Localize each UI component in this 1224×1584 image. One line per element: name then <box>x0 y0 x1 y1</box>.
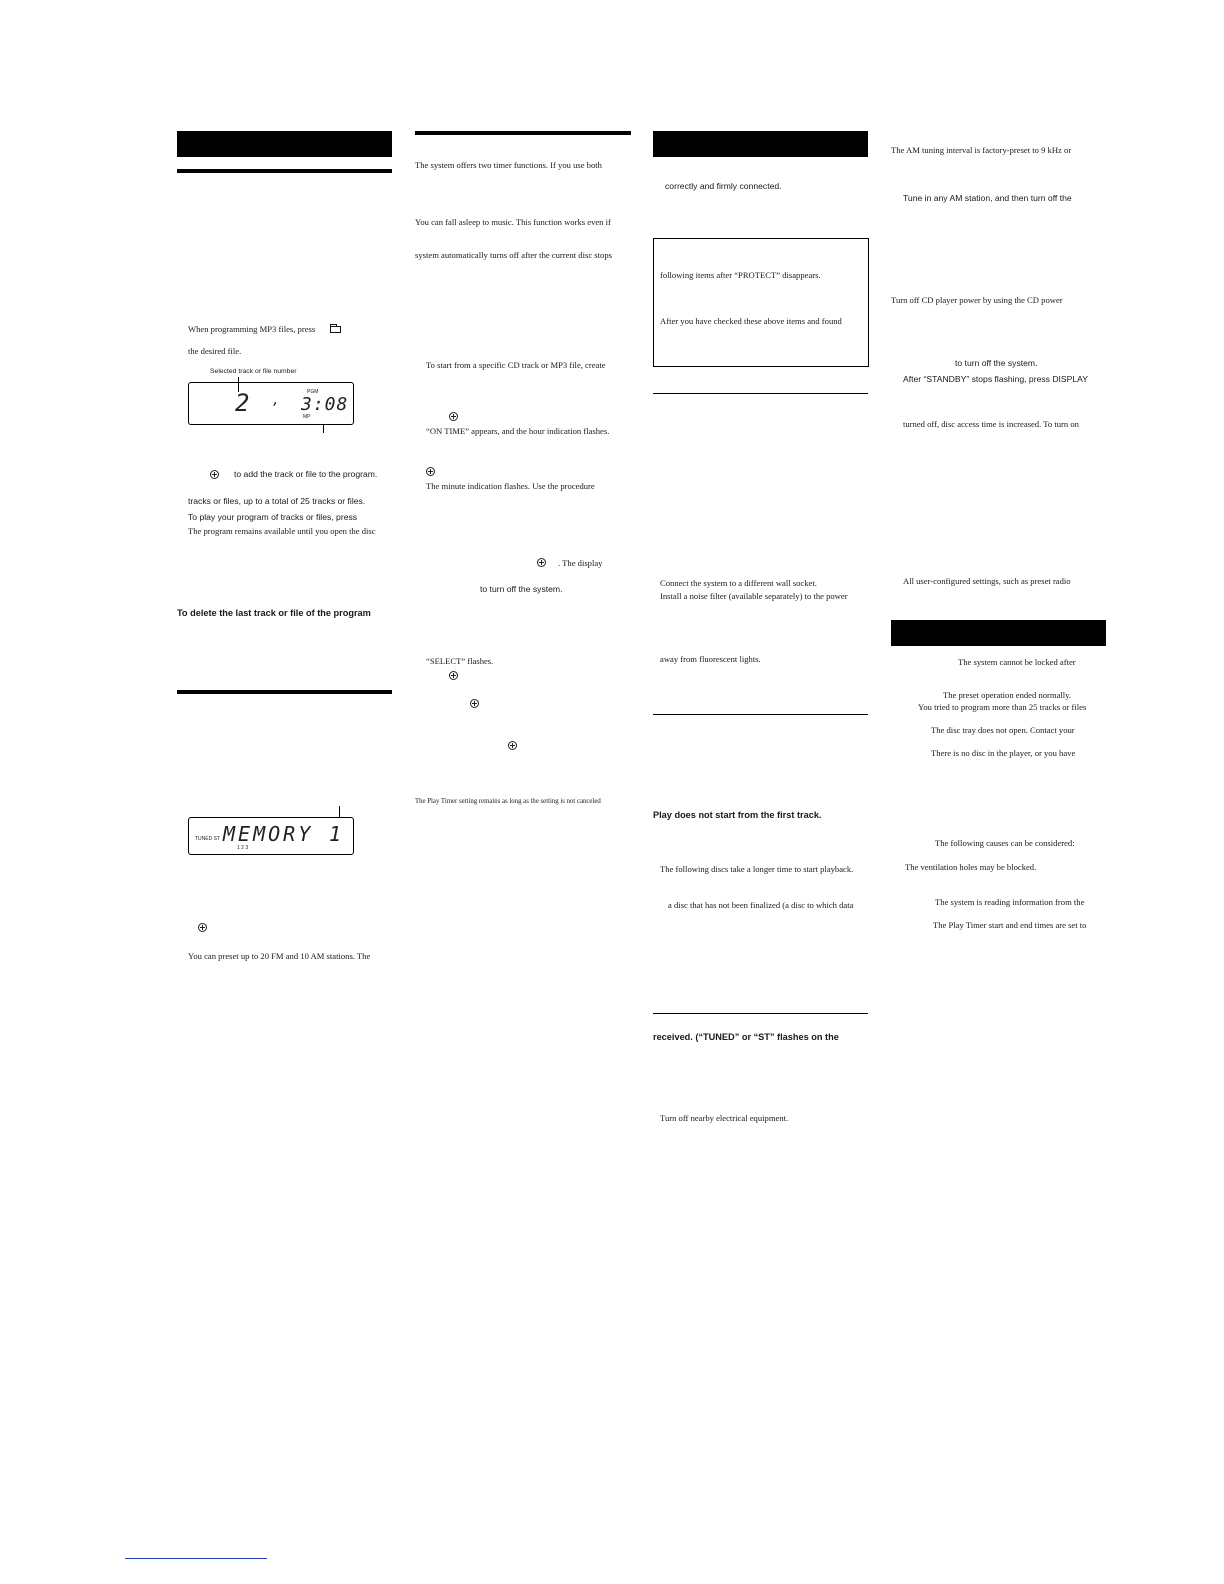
section-header-bar <box>177 131 392 157</box>
section-rule-col3-c <box>653 1013 868 1014</box>
causes: The following causes can be considered: <box>935 838 1075 848</box>
turn-off-sys-col4: to turn off the system. <box>955 358 1038 368</box>
desired-file: the desired file. <box>188 346 242 356</box>
lcd-display-program <box>188 382 354 425</box>
enter-icon-6 <box>449 671 458 680</box>
preset-ended: The preset operation ended normally. <box>943 690 1072 700</box>
section-rule <box>177 169 392 173</box>
reading-info: The system is reading information from the <box>935 897 1085 907</box>
enter-icon-2 <box>198 923 207 932</box>
protect-box <box>653 238 869 367</box>
enter-icon-5 <box>537 558 546 567</box>
figure-label: Selected track or file number <box>210 368 297 375</box>
different-socket: Connect the system to a different wall socket. <box>660 578 817 588</box>
lcd-mp: MP <box>303 414 311 420</box>
play-timer-note: The Play Timer setting remains as long as the setting is not canceled <box>415 798 601 805</box>
timer-intro: The system offers two timer functions. If you use both <box>415 160 602 170</box>
received-heading: received. (“TUNED” or “ST” flashes on the <box>653 1032 839 1042</box>
add-track: to add the track or file to the program. <box>234 469 378 479</box>
enter-icon-8 <box>508 741 517 750</box>
section-header-bar-col3 <box>653 131 868 157</box>
section-rule-col3-a <box>653 393 868 394</box>
on-time: “ON TIME” appears, and the hour indication flashes. <box>426 426 610 436</box>
lcd-tuned-st: TUNED ST <box>195 836 220 842</box>
more-than-25: You tried to program more than 25 tracks or files <box>918 702 1087 712</box>
play-timer-times: The Play Timer start and end times are set to <box>933 920 1087 930</box>
checked-items: After you have checked these above items and found <box>660 316 842 326</box>
cd-power: Turn off CD player power by using the CD power <box>891 295 1063 305</box>
folder-icon <box>330 326 341 333</box>
program-remains: The program remains available until you open the disc <box>188 526 376 536</box>
firmly-connected: correctly and firmly connected. <box>665 181 782 191</box>
up-to-25: tracks or files, up to a total of 25 tracks or files. <box>188 496 366 506</box>
lcd-comma: , <box>272 393 283 408</box>
longer-playback: The following discs take a longer time to start playback. <box>660 864 854 874</box>
section-rule-col2 <box>415 131 631 135</box>
ventilation: The ventilation holes may be blocked. <box>905 862 1037 872</box>
am-interval: The AM tuning interval is factory-preset to 9 kHz or <box>891 145 1072 155</box>
preset-note: You can preset up to 20 FM and 10 AM stations. The <box>188 951 371 961</box>
standby-display: After “STANDBY” stops flashing, press DISPLAY <box>903 374 1088 384</box>
enter-icon-3 <box>449 412 458 421</box>
tune-am: Tune in any AM station, and then turn off the <box>903 193 1072 203</box>
figure-leader-bottom <box>323 424 324 433</box>
access-time: turned off, disc access time is increased. To turn on <box>903 419 1079 429</box>
enter-icon <box>210 470 219 479</box>
not-finalized: a disc that has not been finalized (a disc to which data <box>668 900 854 910</box>
lcd-track-digit: 2 <box>235 389 253 417</box>
section-rule-col3-b <box>653 714 868 715</box>
the-display: . The display <box>558 558 603 568</box>
minute-flash: The minute indication flashes. Use the procedure <box>426 481 595 491</box>
lcd-memory: MEMORY <box>223 822 314 846</box>
protect-items: following items after “PROTECT” disappears. <box>660 270 821 280</box>
tray-not-open: The disc tray does not open. Contact your <box>931 725 1075 735</box>
sleep-text: You can fall asleep to music. This function works even if <box>415 217 611 227</box>
section-header-bar-col4 <box>891 620 1106 646</box>
first-track-heading: Play does not start from the first track. <box>653 810 822 820</box>
no-disc: There is no disc in the player, or you have <box>931 748 1076 758</box>
lcd-memory-sub: 1 2 3 <box>237 845 249 851</box>
nearby-equipment: Turn off nearby electrical equipment. <box>660 1113 789 1123</box>
section-rule-2 <box>177 690 392 694</box>
start-specific: To start from a specific CD track or MP3 file, create <box>426 360 606 370</box>
mp3-note: When programming MP3 files, press <box>188 324 316 334</box>
lcd-display-memory <box>188 817 354 855</box>
delete-heading: To delete the last track or file of the program <box>177 608 371 618</box>
fluorescent: away from fluorescent lights. <box>660 654 761 664</box>
auto-off: system automatically turns off after the current disc stops <box>415 250 612 260</box>
user-settings: All user-configured settings, such as preset radio <box>903 576 1071 586</box>
to-play-program: To play your program of tracks or files, press <box>188 512 358 522</box>
lcd-time: 3:08 <box>301 394 349 415</box>
turn-off-system: to turn off the system. <box>480 584 563 594</box>
lcd-pgm: PGM <box>307 389 319 395</box>
footer-link-underline[interactable] <box>125 1558 267 1559</box>
select-flashes: “SELECT” flashes. <box>426 656 494 666</box>
cannot-lock: The system cannot be locked after <box>958 657 1076 667</box>
enter-icon-7 <box>470 699 479 708</box>
lcd-memory-number: 1 <box>329 822 345 846</box>
enter-icon-4 <box>426 467 435 476</box>
noise-filter: Install a noise filter (available separately) to the power <box>660 591 848 601</box>
